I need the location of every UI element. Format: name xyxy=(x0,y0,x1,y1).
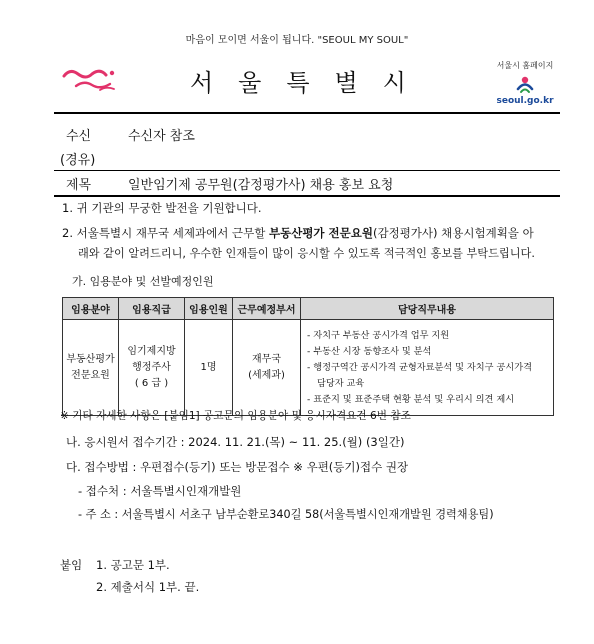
section-b-period: 나. 응시원서 접수기간 : 2024. 11. 21.(목) ~ 11. 25.(월) (3일간) xyxy=(66,435,405,449)
duty-item: - 표준지 및 표준주택 현황 분석 및 우리시 의견 제시 xyxy=(307,393,515,405)
via-label: (경유) xyxy=(60,153,96,168)
homepage-url: seoul.go.kr xyxy=(496,96,554,106)
field-line-2: 전문요원 xyxy=(71,369,110,381)
subject-top-divider xyxy=(54,170,560,171)
attachment-2[interactable]: 2. 제출서식 1부. 끝. xyxy=(96,580,200,594)
rank-line-2: 행정주사 xyxy=(132,361,171,373)
subject-value: 일반임기제 공무원(감정평가사) 채용 홍보 요청 xyxy=(128,178,394,193)
reference-note: ※ 기타 자세한 사항은 [붙임1] 공고문의 임용분야 및 응시자격요건 6번 참조 xyxy=(60,410,411,422)
homepage-label: 서울시 홈페이지 xyxy=(496,61,554,70)
table-header-count: 임용인원 xyxy=(185,298,233,320)
paragraph-2-line2: 래와 같이 알려드리니, 우수한 인재들이 많이 응시할 수 있도록 적극적인 홍보를 부탁드립니다. xyxy=(78,247,535,260)
paragraph-2-prefix: 2. 서울특별시 재무국 세제과에서 근무할 xyxy=(62,226,269,240)
paragraph-2-suffix: (감정평가사) 채용시험계획을 아 xyxy=(372,226,534,240)
duty-item: - 자치구 부동산 공시가격 업무 지원 xyxy=(307,329,450,341)
cell-count: 1명 xyxy=(185,320,233,416)
cell-dept xyxy=(233,320,301,416)
field-line-1: 부동산평가 xyxy=(66,353,115,365)
cell-field xyxy=(63,320,119,416)
paragraph-2-line1 xyxy=(62,225,534,241)
duty-item: - 행정구역간 공시가격 균형자료분석 및 자치구 공시가격 xyxy=(307,361,532,373)
recipient-value: 수신자 참조 xyxy=(128,129,195,144)
rank-line-3: ( 6 급 ) xyxy=(134,377,169,389)
seoul-slogan-logo xyxy=(60,64,124,94)
paragraph-2-bold: 부동산평가 전문요원 xyxy=(269,226,373,240)
duty-item: - 부동산 시장 동향조사 및 분석 xyxy=(307,345,432,357)
header-divider xyxy=(54,112,560,114)
subject-bottom-divider xyxy=(54,195,560,197)
cell-rank xyxy=(119,320,185,416)
section-a-heading: 가. 임용분야 및 선발예정인원 xyxy=(72,275,214,288)
table-header-duties: 담당직무내용 xyxy=(301,298,554,320)
cell-duties xyxy=(301,320,554,416)
table-header-dept: 근무예정부서 xyxy=(233,298,301,320)
table-row xyxy=(63,320,554,416)
dept-line-1: 재무국 xyxy=(252,353,281,365)
recruitment-table xyxy=(62,297,554,416)
table-header-rank: 임용직급 xyxy=(119,298,185,320)
address-line: - 주 소 : 서울특별시 서초구 남부순환로340길 58(서울특별시인재개발원 경력채용팀) xyxy=(78,508,494,521)
rank-line-1: 임기제지방 xyxy=(127,345,176,357)
recipient-label: 수신 xyxy=(66,129,92,144)
seoul-homepage-logo[interactable] xyxy=(490,60,560,106)
document-title: 서울특별시 xyxy=(190,69,431,97)
table-header-field: 임용분야 xyxy=(63,298,119,320)
receiver-line: - 접수처 : 서울특별시인재개발원 xyxy=(78,484,242,498)
slogan: 마음이 모이면 서울이 됩니다. "SEOUL MY SOUL" xyxy=(185,35,409,46)
attachment-1[interactable]: 1. 공고문 1부. xyxy=(96,558,170,572)
duty-item: 담당자 교육 xyxy=(317,377,365,389)
paragraph-1: 1. 귀 기관의 무궁한 발전을 기원합니다. xyxy=(62,201,262,215)
section-c-method: 다. 접수방법 : 우편접수(등기) 또는 방문접수 ※ 우편(등기)접수 권장 xyxy=(66,460,409,474)
table-header-row xyxy=(63,298,554,320)
seoul-symbol-icon xyxy=(515,74,535,94)
attachment-label: 붙임 xyxy=(60,558,83,572)
dept-line-2: (세제과) xyxy=(248,369,285,381)
seoul-slogan-logo-graphic xyxy=(60,64,124,94)
subject-label: 제목 xyxy=(66,178,92,193)
